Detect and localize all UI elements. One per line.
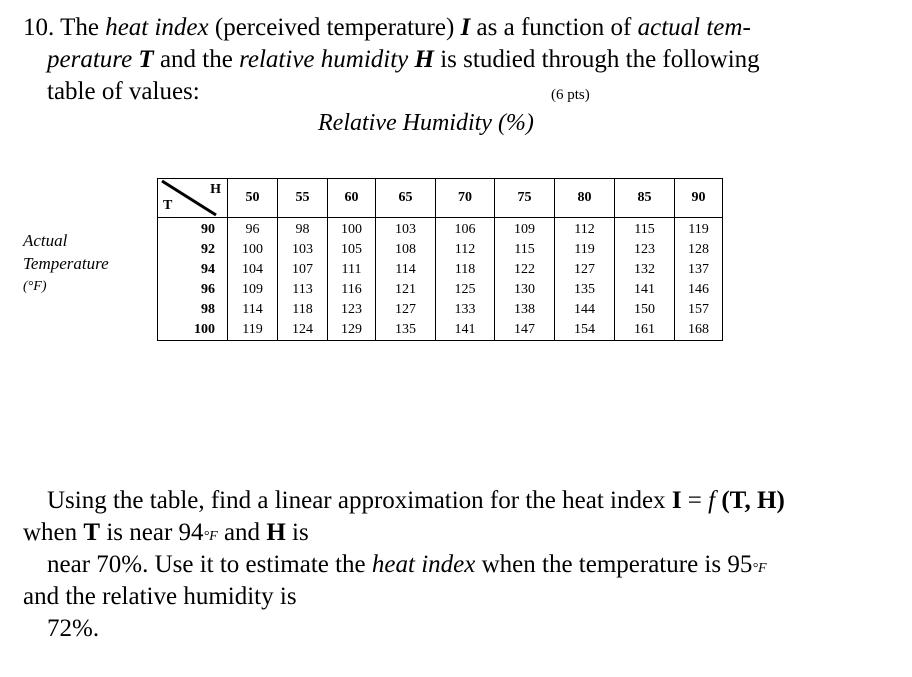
question-line-1 [47, 486, 785, 516]
heat-index-cell: 103 [278, 240, 328, 260]
variable-h: H [266, 519, 286, 546]
table-row [158, 280, 723, 300]
variable-t: T [83, 519, 101, 546]
humidity-header: 50 [228, 179, 278, 218]
heat-index-cell: 98 [278, 218, 328, 241]
heat-index-cell: 107 [278, 260, 328, 280]
heat-index-cell: 123 [615, 240, 675, 260]
temperature-cell: 100 [158, 320, 228, 341]
degree-unit: °F [203, 529, 218, 544]
problem-line-2 [47, 45, 760, 75]
problem-text-italic: heat index [105, 14, 209, 41]
problem-text: and the [153, 46, 240, 73]
heat-index-cell: 123 [328, 300, 376, 320]
heat-index-cell: 119 [555, 240, 615, 260]
heat-index-cell: 157 [675, 300, 723, 320]
heat-index-cell: 121 [376, 280, 436, 300]
humidity-header: 65 [376, 179, 436, 218]
heat-index-cell: 141 [615, 280, 675, 300]
humidity-header: 70 [436, 179, 495, 218]
heat-index-cell: 106 [436, 218, 495, 241]
heat-index-cell: 119 [228, 320, 278, 341]
humidity-header: 90 [675, 179, 723, 218]
heat-index-cell: 125 [436, 280, 495, 300]
heat-index-cell: 154 [555, 320, 615, 341]
heat-index-cell: 115 [495, 240, 555, 260]
question-text: is [285, 519, 309, 546]
heat-index-cell: 150 [615, 300, 675, 320]
heat-index-cell: 128 [675, 240, 723, 260]
variable-i: I [460, 14, 471, 41]
table-row [158, 218, 723, 241]
table-row [158, 320, 723, 341]
heat-index-cell: 104 [228, 260, 278, 280]
problem-text-italic: perature [47, 46, 139, 73]
humidity-header: 55 [278, 179, 328, 218]
humidity-header: 75 [495, 179, 555, 218]
heat-index-cell: 116 [328, 280, 376, 300]
variable-i: I [671, 487, 682, 514]
corner-t-label: T [163, 198, 173, 213]
problem-line-3: table of values: [47, 78, 200, 105]
heat-index-cell: 135 [376, 320, 436, 341]
function-args: (T, H) [715, 487, 785, 514]
heat-index-cell: 115 [615, 218, 675, 241]
question-text: when [23, 519, 84, 546]
heat-index-cell: 109 [228, 280, 278, 300]
question-text: near 70%. Use it to estimate the [47, 551, 372, 578]
heat-index-cell: 118 [278, 300, 328, 320]
corner-h-label: H [210, 182, 221, 197]
question-text-italic: heat index [371, 551, 476, 578]
heat-index-cell: 141 [436, 320, 495, 341]
heat-index-cell: 168 [675, 320, 723, 341]
function-f: f [708, 487, 716, 514]
table-title: Relative Humidity (%) [318, 110, 534, 136]
variable-t: T [138, 46, 154, 73]
table-row [158, 240, 723, 260]
heat-index-cell: 147 [495, 320, 555, 341]
table-row [158, 260, 723, 280]
heat-index-cell: 129 [328, 320, 376, 341]
heat-index-cell: 111 [328, 260, 376, 280]
table-row [158, 300, 723, 320]
heat-index-cell: 103 [376, 218, 436, 241]
heat-index-cell: 114 [228, 300, 278, 320]
question-text: is near 94 [100, 519, 204, 546]
temperature-cell: 90 [158, 218, 228, 241]
question-text: = [681, 487, 709, 514]
heat-index-cell: 124 [278, 320, 328, 341]
corner-cell [158, 179, 228, 218]
points-label: (6 pts) [551, 87, 590, 103]
side-label-actual: Actual [23, 231, 68, 250]
problem-text: is studied through the following [433, 46, 760, 73]
question-line-2 [23, 518, 309, 552]
heat-index-table [157, 178, 723, 341]
heat-index-cell: 137 [675, 260, 723, 280]
problem-text-italic: actual tem- [637, 14, 751, 41]
degree-unit: °F [752, 561, 767, 576]
humidity-header: 85 [615, 179, 675, 218]
humidity-header: 60 [328, 179, 376, 218]
problem-number: 10. [23, 14, 55, 41]
heat-index-cell: 130 [495, 280, 555, 300]
heat-index-cell: 105 [328, 240, 376, 260]
heat-index-cell: 114 [376, 260, 436, 280]
problem-text: (perceived temperature) [208, 14, 461, 41]
temperature-cell: 98 [158, 300, 228, 320]
temperature-cell: 96 [158, 280, 228, 300]
problem-text: The [60, 14, 106, 41]
heat-index-cell: 118 [436, 260, 495, 280]
heat-index-cell: 112 [436, 240, 495, 260]
heat-index-cell: 161 [615, 320, 675, 341]
heat-index-cell: 144 [555, 300, 615, 320]
heat-index-cell: 119 [675, 218, 723, 241]
temperature-cell: 92 [158, 240, 228, 260]
variable-h: H [414, 46, 434, 73]
side-label-unit: (°F) [23, 279, 47, 294]
question-text: when the temperature is 95 [475, 551, 753, 578]
problem-line-1 [23, 13, 751, 43]
heat-index-cell: 108 [376, 240, 436, 260]
question-line-5: 72%. [47, 615, 100, 642]
heat-index-cell: 109 [495, 218, 555, 241]
temperature-cell: 94 [158, 260, 228, 280]
heat-index-cell: 113 [278, 280, 328, 300]
problem-text-italic: relative humidity [239, 46, 409, 73]
heat-index-cell: 100 [228, 240, 278, 260]
question-text: Using the table, find a linear approximation for the heat index [47, 487, 672, 514]
heat-index-cell: 127 [376, 300, 436, 320]
heat-index-cell: 135 [555, 280, 615, 300]
question-text: and [217, 519, 267, 546]
heat-index-cell: 96 [228, 218, 278, 241]
header-row [158, 179, 723, 218]
side-label-temperature: Temperature [23, 254, 109, 273]
heat-index-cell: 127 [555, 260, 615, 280]
heat-index-cell: 133 [436, 300, 495, 320]
heat-index-cell: 146 [675, 280, 723, 300]
question-line-3 [47, 550, 767, 584]
heat-index-cell: 132 [615, 260, 675, 280]
heat-index-cell: 122 [495, 260, 555, 280]
heat-index-cell: 112 [555, 218, 615, 241]
heat-index-cell: 100 [328, 218, 376, 241]
humidity-header: 80 [555, 179, 615, 218]
question-line-4: and the relative humidity is [23, 583, 297, 610]
heat-index-cell: 138 [495, 300, 555, 320]
problem-text: as a function of [470, 14, 638, 41]
